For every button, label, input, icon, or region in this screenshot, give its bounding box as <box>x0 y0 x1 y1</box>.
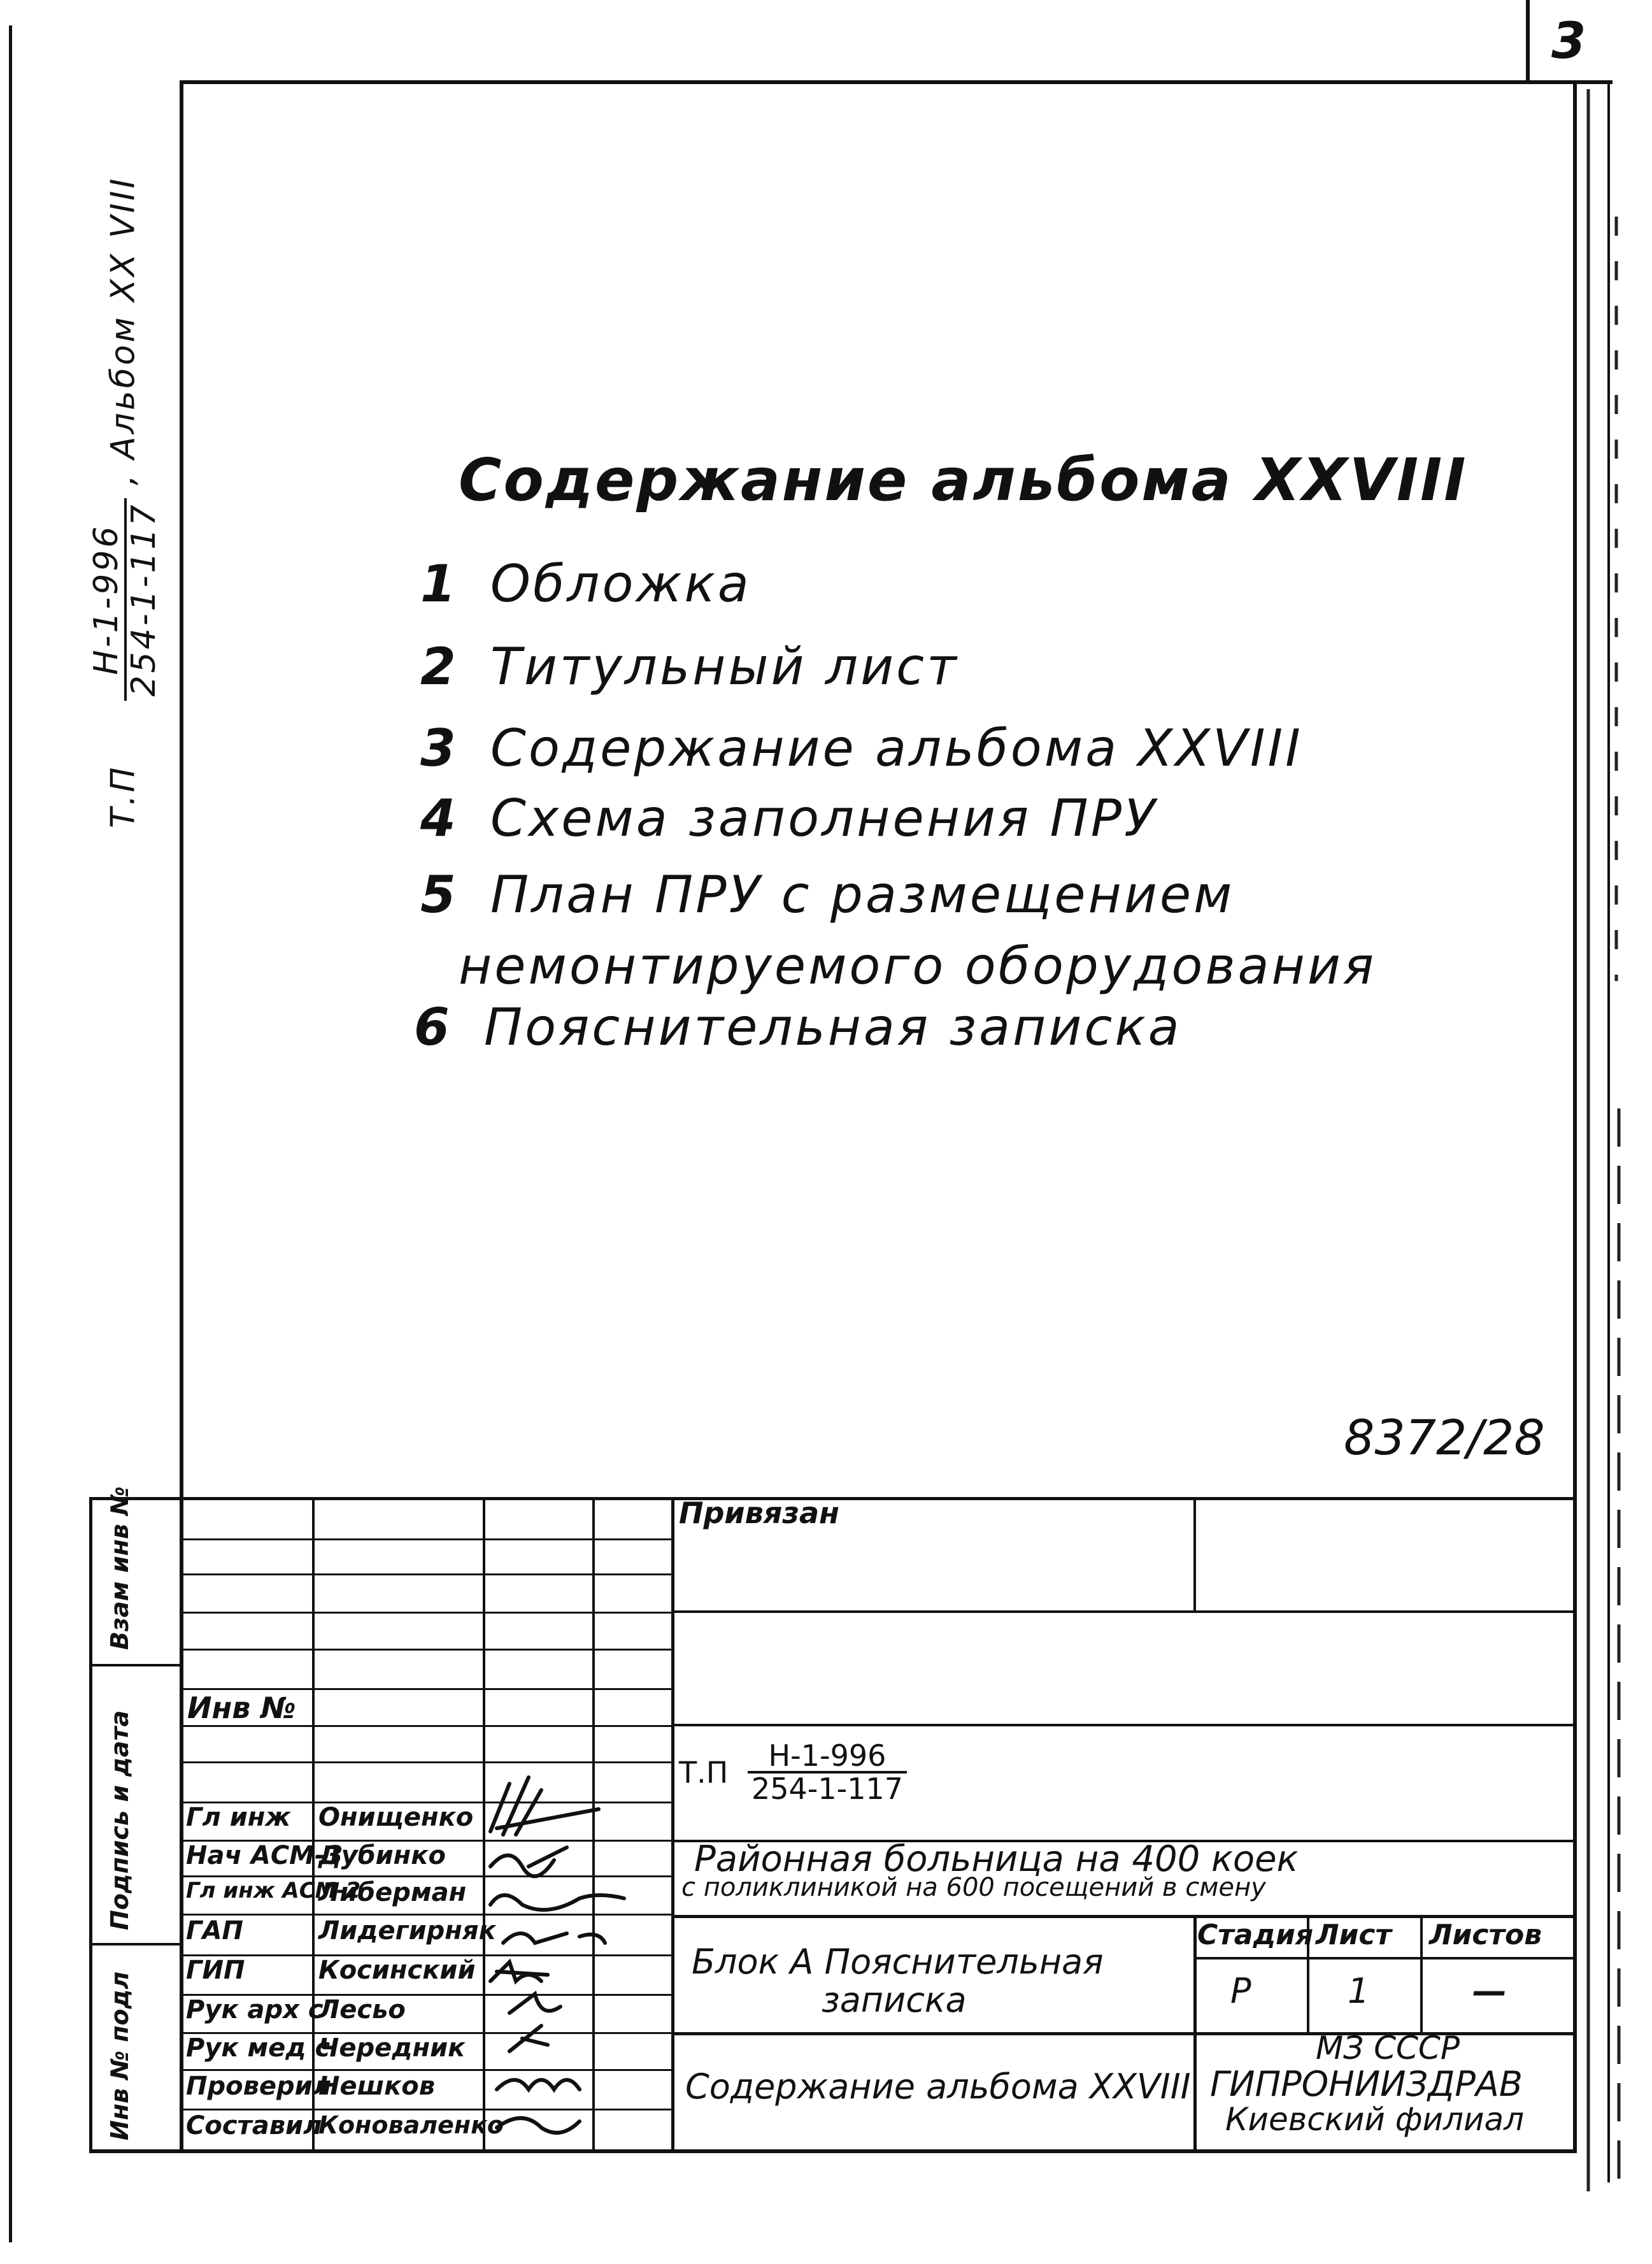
signatures-graphic <box>471 1771 650 2166</box>
sheet-number-box-left <box>1526 0 1530 84</box>
row-line <box>181 1573 671 1575</box>
contents-item-number: 5 <box>420 865 459 924</box>
margin-album-text: , Альбом XX VIII <box>104 176 143 485</box>
inv-no-label: Инв № <box>187 1691 296 1725</box>
person-role: Нач АСМ-3 <box>186 1841 343 1870</box>
row-line <box>181 1761 671 1763</box>
sheet-label: Лист <box>1316 1919 1392 1951</box>
person-name: Нешков <box>318 2072 436 2101</box>
stage-label: Стадия <box>1197 1919 1314 1951</box>
row-line <box>181 1688 671 1690</box>
margin-code-top: Н-1-996 <box>89 498 127 700</box>
row-line <box>181 1725 671 1727</box>
person-role: ГИП <box>186 1956 245 1985</box>
stage-header-line <box>1193 1957 1576 1960</box>
row-line <box>181 1649 671 1651</box>
contents-item-3 <box>420 719 1303 778</box>
stage-value: Р <box>1230 1971 1251 2011</box>
org-line-2: ГИПРОНИИЗДРАВ <box>1210 2064 1523 2104</box>
strip-left-border <box>89 1497 92 2153</box>
contents-item-number: 4 <box>420 789 459 848</box>
contents-item-text: Пояснительная записка <box>484 998 1182 1057</box>
strip-label-inv-podl: Инв № подл <box>106 1971 134 2140</box>
margin-album-label <box>89 176 161 828</box>
scan-edge-marks <box>1579 89 1643 2242</box>
project-title: Районная больница на 400 коек <box>694 1838 1299 1880</box>
contents-item-1 <box>420 554 751 613</box>
tp-code-bottom: 254-1-117 <box>751 1772 904 1807</box>
person-name: Лидегирняк <box>318 1916 496 1945</box>
document-code: 8372/28 <box>1344 1409 1545 1466</box>
privyazan-divider <box>1193 1497 1196 1612</box>
contents-item-text: Схема заполнения ПРУ <box>490 789 1158 848</box>
main-row-4 <box>671 1915 1576 1918</box>
tp-code-fraction <box>748 1740 907 1805</box>
sheet-number: 3 <box>1551 13 1586 70</box>
tp-label: Т.П <box>679 1755 729 1790</box>
project-subtitle: с поликлиникой на 600 посещений в смену <box>681 1873 1266 1902</box>
contents-item-6 <box>414 998 1182 1057</box>
margin-tp-label: Т.П <box>104 764 143 828</box>
person-name: Косинский <box>318 1956 476 1985</box>
person-name: Лесьо <box>318 1995 406 2024</box>
org-line-1: МЗ СССР <box>1316 2030 1460 2067</box>
contents-item-text: Обложка <box>490 554 751 613</box>
privyazan-label: Привязан <box>679 1496 839 1530</box>
person-role: Гл инж <box>186 1803 291 1832</box>
contents-item-text: План ПРУ с размещением <box>490 865 1235 924</box>
contents-item-text: Титульный лист <box>490 637 959 696</box>
person-role: Рук мед с <box>186 2033 331 2063</box>
tp-code-block <box>679 1740 907 1805</box>
stage-col-3 <box>1420 1915 1423 2032</box>
person-name: Коноваленко <box>318 2111 504 2139</box>
left-edge-rule <box>9 25 12 2242</box>
main-col-stage <box>1193 1915 1197 2153</box>
strip-label-vzam-inv: Взам инв № <box>106 1486 134 1650</box>
contents-item-number: 2 <box>420 637 459 696</box>
person-name: Либерман <box>318 1878 467 1907</box>
margin-code-bottom: 254-1-117 <box>124 502 163 697</box>
person-name: Чередник <box>318 2033 466 2063</box>
sheets-value: — <box>1472 1971 1507 2011</box>
person-name: Онищенко <box>318 1803 474 1832</box>
main-row-1 <box>671 1610 1576 1613</box>
tp-code-top: Н-1-996 <box>748 1740 907 1773</box>
contents-item-2 <box>420 637 959 696</box>
sheet-title: Содержание альбома XXVIII <box>685 2067 1191 2107</box>
strip-divider-2 <box>89 1943 183 1945</box>
block-title-line-1: Блок А Пояснительная <box>692 1942 1104 1982</box>
block-title-line-2: записка <box>822 1980 967 2020</box>
contents-item-text: Содержание альбома XXVIII <box>490 719 1303 778</box>
frame-top-border <box>180 80 1613 84</box>
person-role: Составил <box>186 2111 322 2140</box>
strip-divider-1 <box>89 1664 183 1666</box>
col-date-main <box>671 1497 674 2153</box>
contents-item-5 <box>420 865 1234 924</box>
person-role: Проверил <box>186 2072 331 2101</box>
contents-item-number: 6 <box>414 998 452 1057</box>
sheets-label: Листов <box>1429 1919 1542 1951</box>
contents-item-4 <box>420 789 1158 848</box>
margin-code-fraction <box>89 498 161 700</box>
contents-title: Содержание альбома XXVIII <box>459 446 1468 514</box>
person-role: ГАП <box>186 1916 243 1945</box>
row-line <box>181 1538 671 1540</box>
person-name: Дубинко <box>318 1841 446 1870</box>
contents-item-number: 3 <box>420 719 459 778</box>
strip-label-podpis-data: Подпись и дата <box>106 1710 134 1930</box>
sheet-value: 1 <box>1348 1971 1370 2011</box>
person-role: Гл инж АСМ-2 <box>186 1878 361 1903</box>
contents-item-text: немонтируемого оборудования <box>459 936 1376 996</box>
main-row-2 <box>671 1724 1576 1726</box>
person-role: Рук арх с <box>186 1995 324 2024</box>
org-line-3: Киевский филиал <box>1225 2101 1525 2138</box>
contents-item-5-cont <box>459 936 1376 996</box>
contents-item-number: 1 <box>420 554 459 613</box>
row-line <box>181 1612 671 1614</box>
